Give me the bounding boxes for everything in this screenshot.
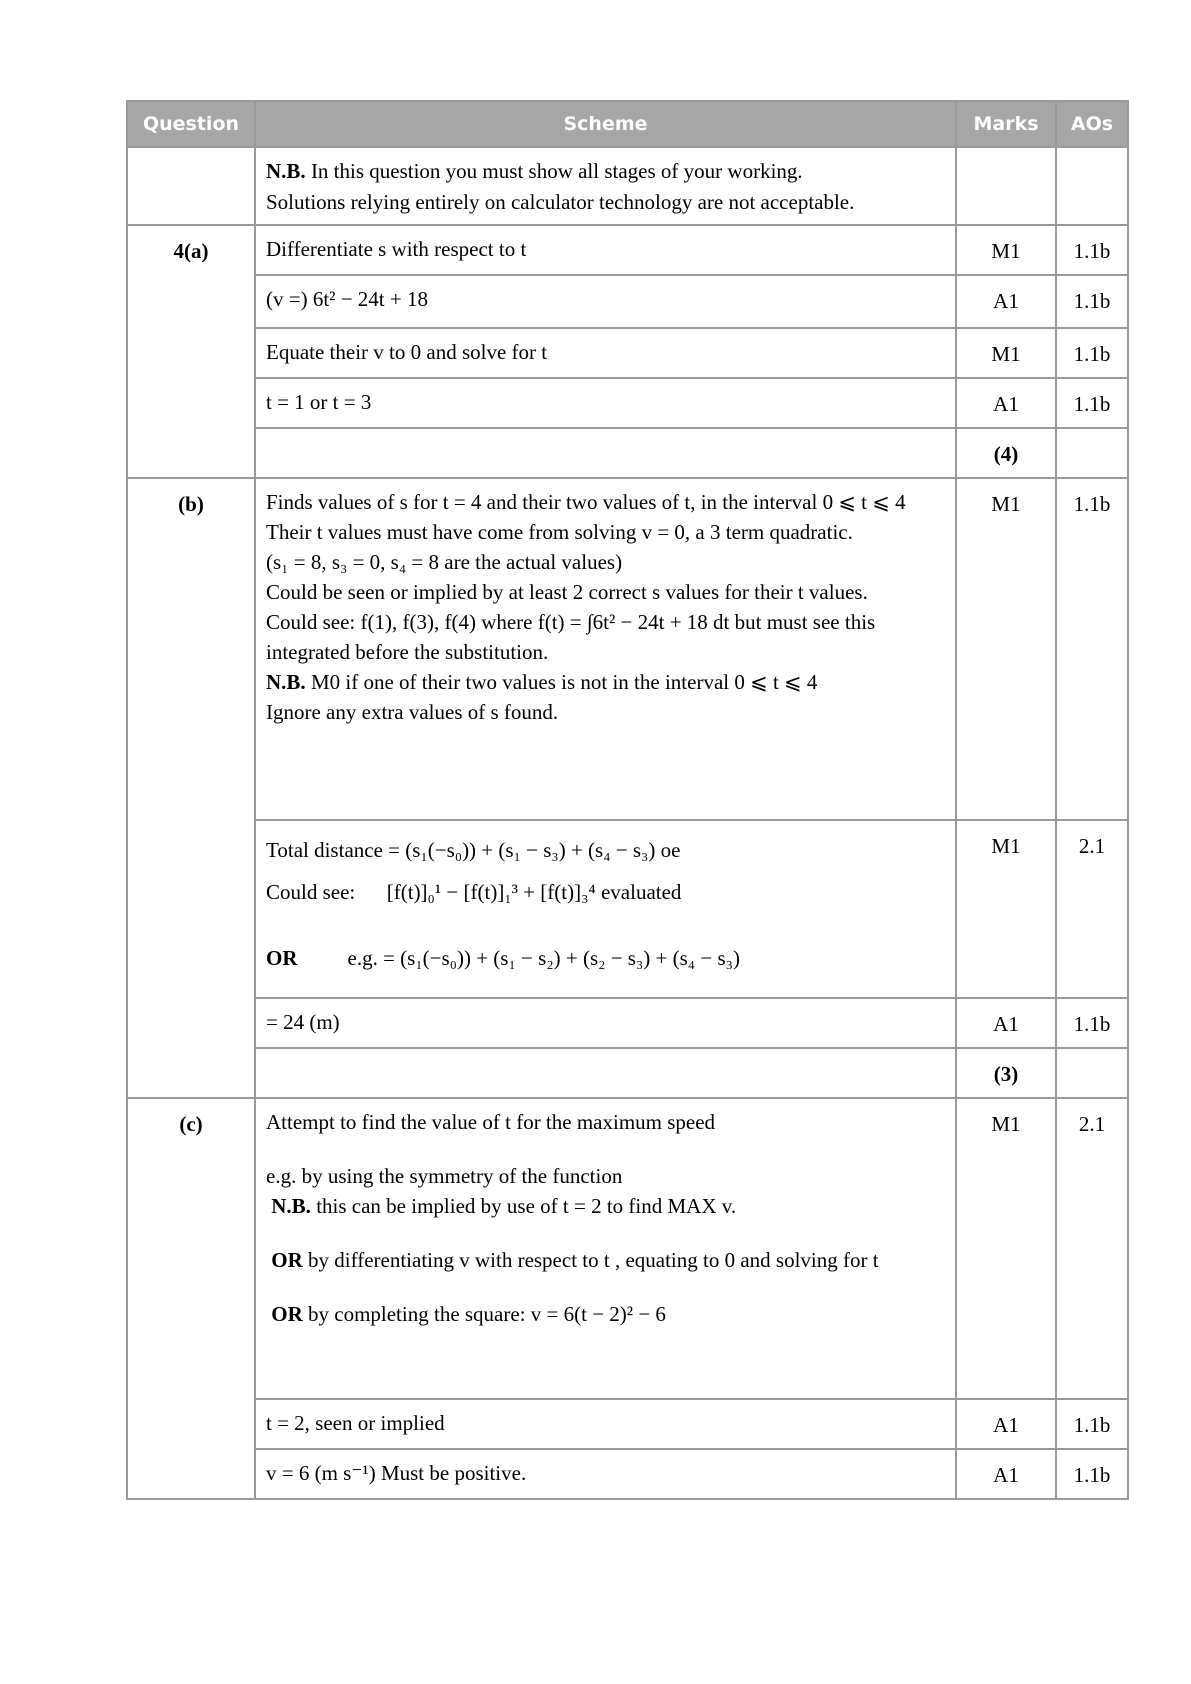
ao: 2.1 (1056, 1098, 1128, 1399)
scheme-text: Differentiate s with respect to t (255, 225, 956, 275)
total-marks: (4) (956, 428, 1056, 478)
ao: 1.1b (1056, 378, 1128, 428)
scheme-text: Could see: (266, 880, 356, 904)
scheme-text: e.g. = (s₁(−s₀)) + (s₁ − s₂) + (s₂ − s₃) + (s₄ − s₃) (347, 946, 740, 970)
ao: 1.1b (1056, 998, 1128, 1048)
scheme-text: v = 6 (m s⁻¹) Must be positive. (255, 1449, 956, 1499)
table-row (127, 147, 1128, 225)
table-row (127, 328, 1128, 378)
scheme-text: this can be implied by use of t = 2 to find MAX v. (310, 1194, 737, 1218)
ao: 1.1b (1056, 478, 1128, 820)
ao: 1.1b (1056, 1449, 1128, 1499)
scheme-text: Total distance = (s₁(−s₀)) + (s₁ − s₃) + (s₄ − s₃) oe (266, 838, 681, 862)
total-marks: (3) (956, 1048, 1056, 1098)
scheme-text: t = 1 or t = 3 (255, 378, 956, 428)
scheme-text: Ignore any extra values of s found. (266, 700, 559, 724)
mark: A1 (956, 1399, 1056, 1449)
header-scheme: Scheme (255, 101, 956, 147)
table-row (127, 275, 1128, 328)
ao: 2.1 (1056, 820, 1128, 998)
nb-text: In this question you must show all stages of your working. (305, 159, 803, 183)
table-row (127, 998, 1128, 1048)
scheme-text: f(1), f(3), f(4) where f(t) = ∫6t² − 24t + 18 dt but must see this integrated before the substitution. (266, 610, 876, 664)
scheme-text: Could be seen or implied by at least 2 correct s values for their t values. (266, 580, 868, 604)
mark: M1 (956, 328, 1056, 378)
mark-scheme-table (126, 100, 1129, 1500)
scheme-text: (v =) 6t² − 24t + 18 (255, 275, 956, 328)
mark: A1 (956, 998, 1056, 1048)
header-aos: AOs (1056, 101, 1128, 147)
header-question: Question (127, 101, 255, 147)
nb-line2: Solutions relying entirely on calculator technology are not acceptable. (266, 190, 855, 214)
scheme-text: Equate their v to 0 and solve for t (255, 328, 956, 378)
scheme-text: Could see: (266, 610, 356, 634)
mark: M1 (956, 478, 1056, 820)
mark: A1 (956, 1449, 1056, 1499)
scheme-text: by completing the square: v = 6(t − 2)² − 6 (302, 1302, 666, 1326)
scheme-text: t = 2, seen or implied (255, 1399, 956, 1449)
table-row (127, 1098, 1128, 1399)
table-row (127, 1048, 1128, 1098)
scheme-text: Attempt to find the value of t for the maximum speed (266, 1110, 716, 1134)
scheme-text: e.g. by using the symmetry of the function (266, 1164, 623, 1188)
table-row (127, 820, 1128, 998)
scheme-text: Finds values of s for t = 4 and their two values of t, in the interval 0 ⩽ t ⩽ 4 Their t values must have come from solving v = 0, a 3 term quadratic. (266, 490, 906, 544)
table-row (127, 478, 1128, 820)
mark: M1 (956, 820, 1056, 998)
table-row (127, 428, 1128, 478)
question-label: (b) (127, 478, 255, 1098)
ao: 1.1b (1056, 225, 1128, 275)
mark: A1 (956, 275, 1056, 328)
nb-label: N.B. (271, 1194, 311, 1218)
or-label: OR (266, 946, 298, 970)
mark: M1 (956, 1098, 1056, 1399)
table-row (127, 225, 1128, 275)
or-label: OR (271, 1302, 303, 1326)
ao: 1.1b (1056, 275, 1128, 328)
mark: A1 (956, 378, 1056, 428)
header-row (127, 101, 1128, 147)
scheme-text: by differentiating v with respect to t , equating to 0 and solving for t (302, 1248, 879, 1272)
mark: M1 (956, 225, 1056, 275)
table-row (127, 1399, 1128, 1449)
question-label: 4(a) (127, 225, 255, 478)
ao: 1.1b (1056, 328, 1128, 378)
scheme-text: [f(t)]₀¹ − [f(t)]₁³ + [f(t)]₃⁴ evaluated (386, 880, 682, 904)
header-marks: Marks (956, 101, 1056, 147)
table-row (127, 378, 1128, 428)
scheme-text: = 24 (m) (255, 998, 956, 1048)
nb-label: N.B. (266, 159, 306, 183)
or-label: OR (271, 1248, 303, 1272)
scheme-text: (s₁ = 8, s₃ = 0, s₄ = 8 are the actual values) (266, 550, 623, 574)
question-label: (c) (127, 1098, 255, 1499)
ao: 1.1b (1056, 1399, 1128, 1449)
scheme-text: M0 if one of their two values is not in the interval 0 ⩽ t ⩽ 4 (305, 670, 818, 694)
table-row (127, 1449, 1128, 1499)
nb-label: N.B. (266, 670, 306, 694)
